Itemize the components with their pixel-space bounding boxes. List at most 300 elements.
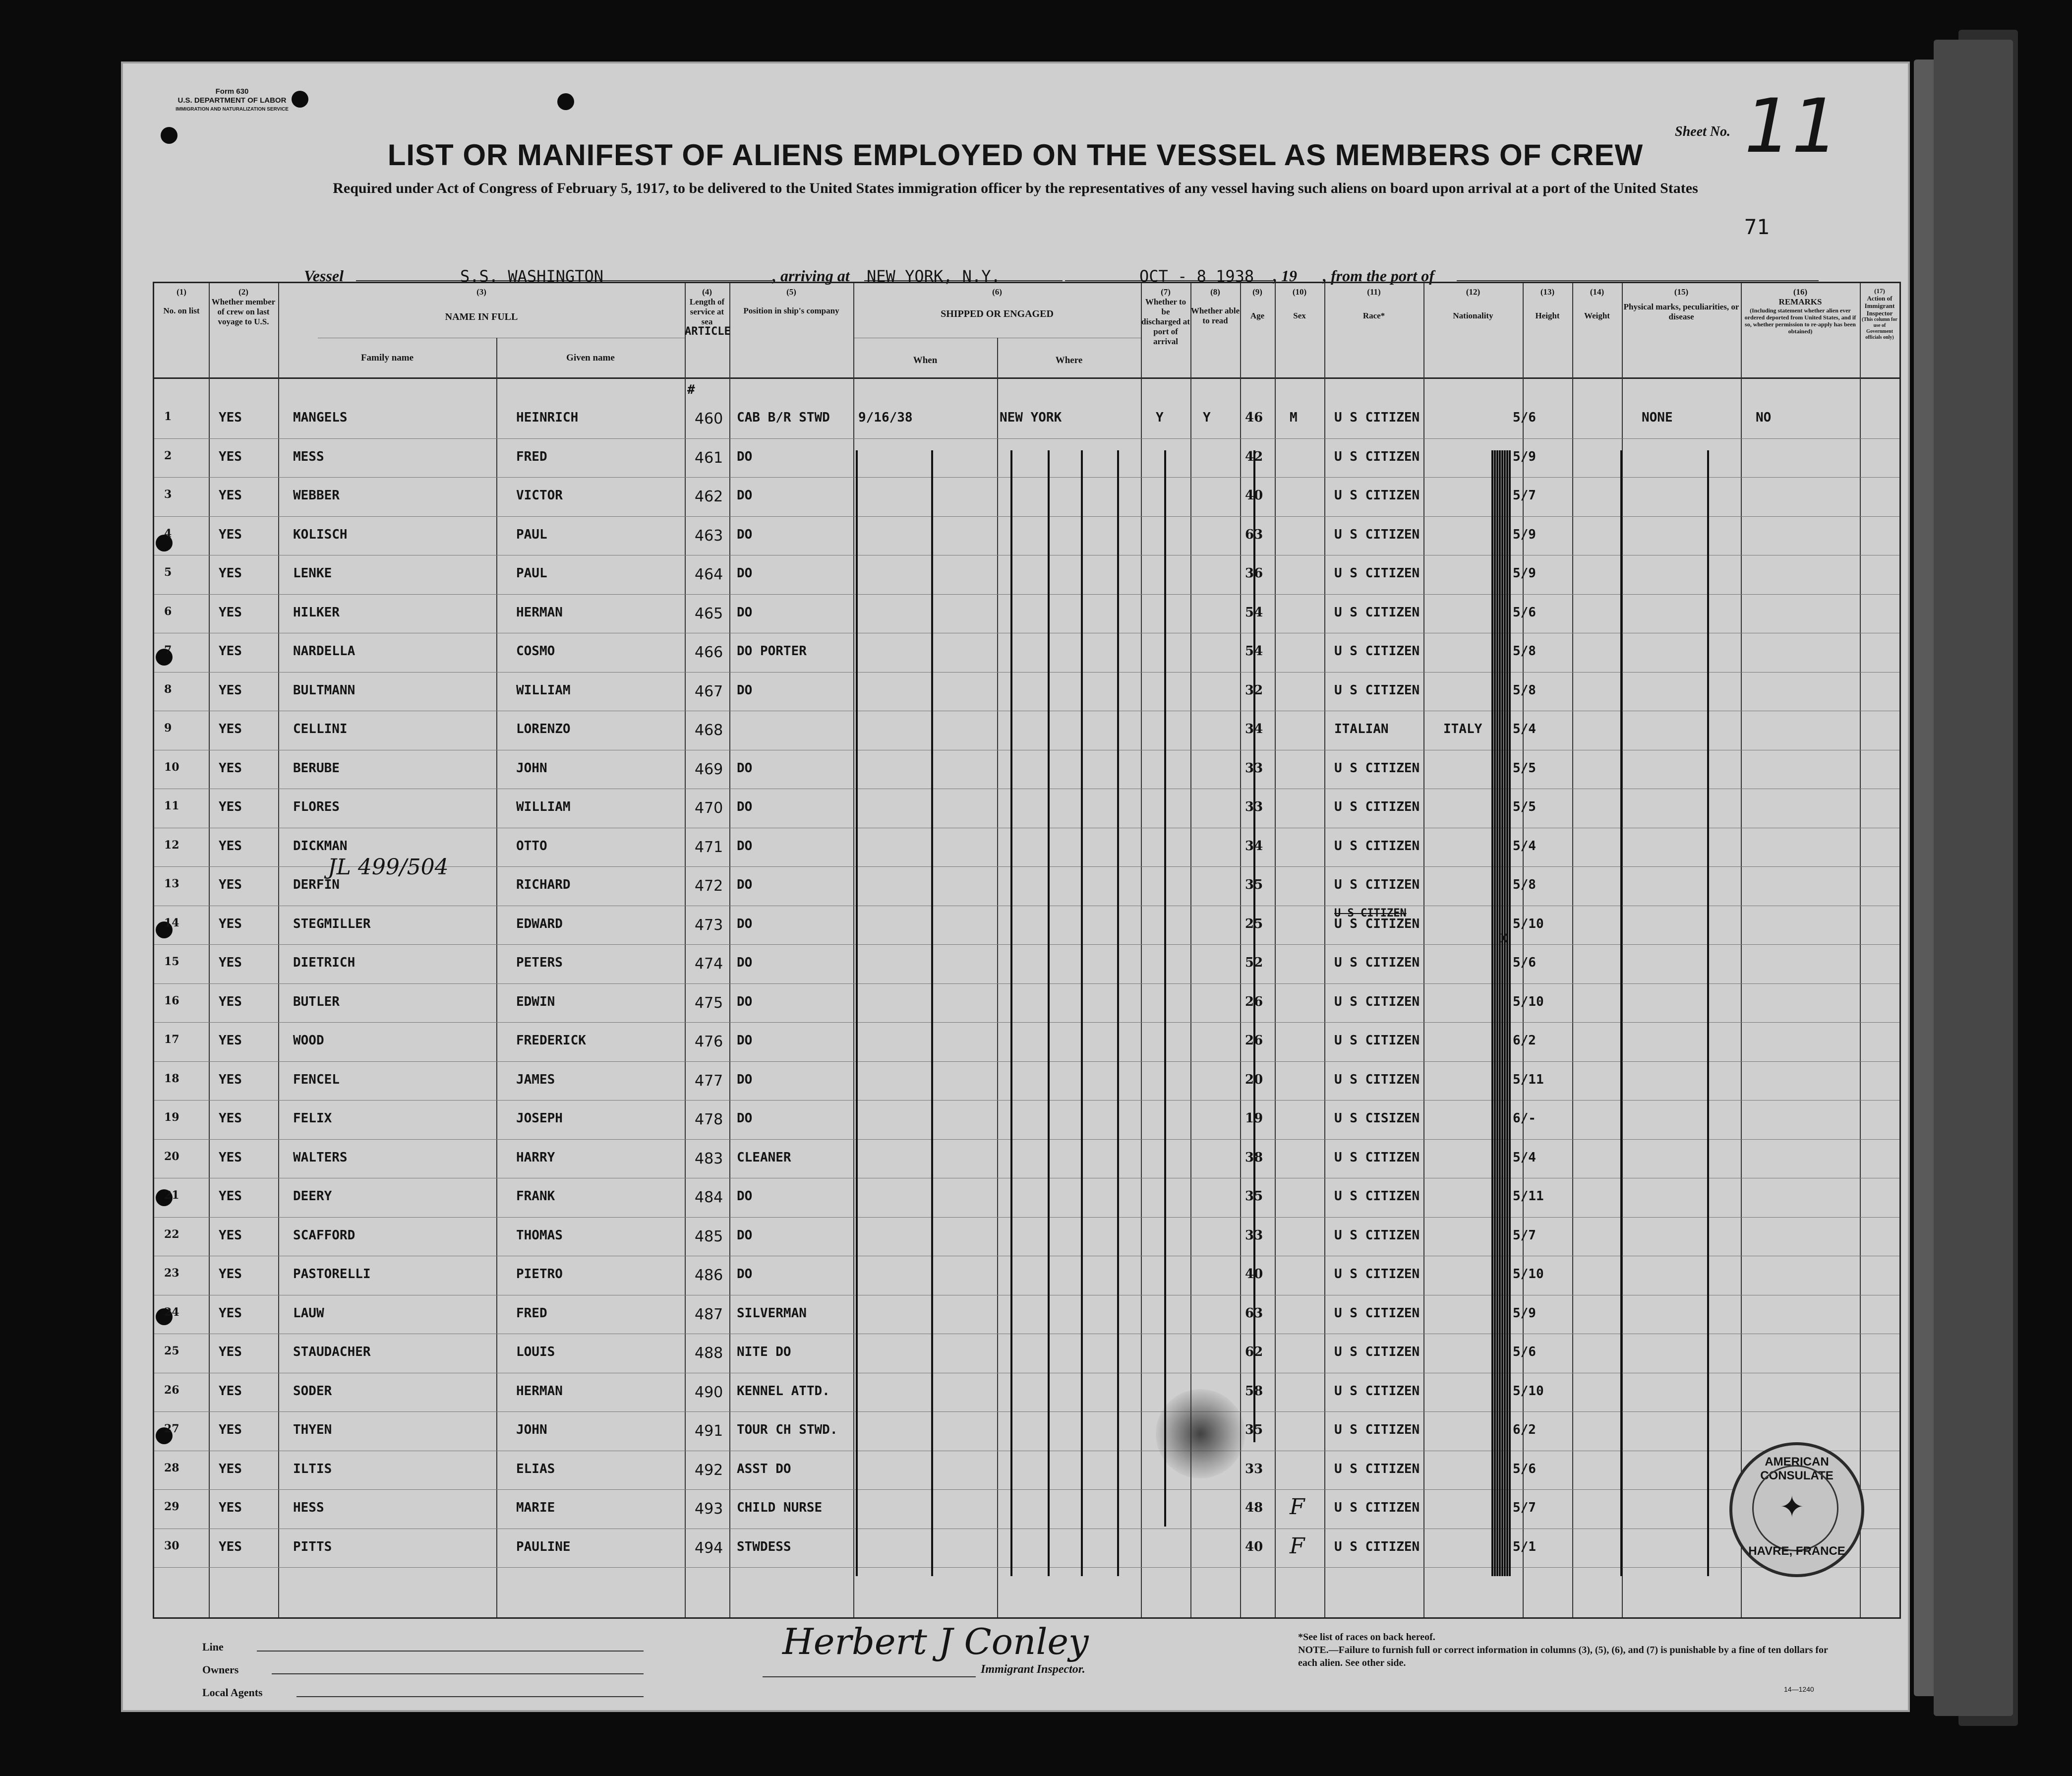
pen-stroke	[1496, 450, 1498, 1576]
cell-crew-last-voyage: YES	[219, 994, 242, 1009]
cell-age: 35	[1245, 1422, 1263, 1437]
cell-service-length: 476	[695, 1033, 723, 1050]
cell-remarks: NO	[1756, 410, 1772, 425]
cell-race: U S CITIZEN	[1334, 838, 1420, 854]
pen-stroke	[1117, 450, 1119, 1576]
header-nationality: (12) Nationality	[1453, 287, 1493, 320]
header-name: (3) NAME IN FULL	[445, 287, 518, 322]
cell-given-name: FRANK	[516, 1189, 555, 1204]
row-rule	[154, 1217, 1899, 1218]
cell-position: STWDESS	[737, 1539, 791, 1554]
pen-stroke	[1164, 450, 1166, 1527]
cell-race: U S CITIZEN	[1334, 566, 1420, 581]
header-where: Where	[1055, 355, 1083, 366]
cell-given-name: EDWARD	[516, 916, 563, 931]
cell-crew-last-voyage: YES	[219, 1461, 242, 1476]
cell-position: DO	[737, 449, 753, 464]
cell-given-name: LORENZO	[516, 722, 571, 736]
cell-physical-marks: NONE	[1642, 410, 1673, 425]
footer-note: *See list of races on back hereof. NOTE.—Failure to furnish full or correct information in columns (3), (5), (6), and (7) is punishable by a fine of ten dollars for each alien. See other side.	[1298, 1632, 1828, 1668]
cell-sex: M	[1290, 410, 1298, 425]
cell-position: TOUR CH STWD.	[737, 1422, 838, 1437]
cell-family-name: WALTERS	[293, 1150, 348, 1165]
cell-list-number: 23	[164, 1267, 179, 1280]
cell-age: 42	[1245, 449, 1263, 464]
pen-stroke	[1501, 450, 1503, 1576]
cell-given-name: HERMAN	[516, 605, 563, 620]
cell-height: 5/4	[1513, 722, 1536, 736]
cell-list-number: 4	[164, 527, 172, 540]
cell-age: 34	[1245, 838, 1263, 854]
cell-given-name: JOHN	[516, 1422, 547, 1437]
cell-race: U S CITIZEN	[1334, 1383, 1420, 1399]
cell-crew-last-voyage: YES	[219, 955, 242, 970]
pen-stroke	[1048, 450, 1050, 1576]
cell-given-name: COSMO	[516, 644, 555, 659]
cell-position: DO PORTER	[737, 644, 807, 659]
cell-discharged: Y	[1156, 410, 1164, 425]
cell-family-name: STAUDACHER	[293, 1345, 371, 1359]
cell-family-name: KOLISCH	[293, 527, 348, 542]
cell-family-name: SCAFFORD	[293, 1227, 355, 1243]
cell-position: DO	[737, 1189, 753, 1204]
cell-family-name: CELLINI	[293, 722, 348, 736]
cell-race: U S CISIZEN	[1334, 1111, 1420, 1126]
cell-family-name: FLORES	[293, 799, 340, 814]
cell-race: U S CITIZEN	[1334, 605, 1420, 620]
cell-given-name: FRED	[516, 1305, 547, 1321]
eagle-icon: ✦	[1779, 1491, 1805, 1524]
pen-stroke	[856, 450, 858, 1576]
cell-crew-last-voyage: YES	[219, 799, 242, 814]
cell-age: 40	[1245, 1539, 1263, 1554]
cell-race: U S CITIZEN	[1334, 449, 1420, 464]
cell-height: 6/2	[1513, 1033, 1536, 1048]
cell-height: 5/10	[1513, 916, 1544, 931]
cell-height: 5/5	[1513, 799, 1536, 814]
cell-race: U S CITIZEN	[1334, 1267, 1420, 1282]
cell-crew-last-voyage: YES	[219, 644, 242, 659]
cell-position: CHILD NURSE	[737, 1500, 823, 1515]
immigrant-inspector-label: Immigrant Inspector.	[981, 1663, 1085, 1676]
cell-position: DO	[737, 527, 753, 542]
cell-service-length: 465	[695, 605, 723, 622]
stamped-number: 71	[1744, 215, 1770, 239]
cell-position: DO	[737, 1072, 753, 1087]
header-family-name: Family name	[360, 353, 414, 363]
cell-crew-last-voyage: YES	[219, 1072, 242, 1087]
cell-given-name: PAUL	[516, 527, 547, 542]
header-race: (11) Race*	[1362, 287, 1385, 320]
header-position: (5) Position in ship's company	[743, 287, 839, 315]
cell-crew-last-voyage: YES	[219, 527, 242, 542]
page-subtitle: Required under Act of Congress of February 5, 1917, to be delivered to the United States immigration officer by the representatives of any vessel having such aliens on board upon arrival at a port of the United States	[333, 180, 1698, 196]
cell-list-number: 3	[164, 488, 172, 501]
cell-list-number: 20	[164, 1150, 179, 1163]
cell-family-name: HILKER	[293, 605, 340, 620]
cell-height: 5/8	[1513, 877, 1536, 892]
form-code: 14—1240	[1784, 1685, 1814, 1693]
cell-service-length: 466	[695, 644, 723, 661]
cell-age: 33	[1245, 1461, 1263, 1476]
cell-crew-last-voyage: YES	[219, 877, 242, 892]
cell-crew-last-voyage: YES	[219, 1539, 242, 1554]
cell-age: 63	[1245, 527, 1263, 542]
cell-height: 5/8	[1513, 682, 1536, 698]
cell-position: DO	[737, 760, 753, 776]
cell-age: 35	[1245, 877, 1263, 892]
row-rule	[154, 1411, 1899, 1412]
year-label: , 19	[1273, 267, 1297, 285]
cell-age: 35	[1245, 1189, 1263, 1204]
cell-position: SILVERMAN	[737, 1305, 807, 1321]
cell-list-number: 7	[164, 644, 172, 657]
cell-family-name: MANGELS	[293, 410, 348, 425]
cell-age: 40	[1245, 1267, 1263, 1282]
cell-position: DO	[737, 488, 753, 503]
cell-list-number: 21	[164, 1189, 179, 1202]
cell-list-number: 13	[164, 877, 179, 890]
row-rule	[154, 438, 1899, 439]
cell-height: 5/10	[1513, 1267, 1544, 1282]
cell-family-name: BERUBE	[293, 760, 340, 776]
cell-service-length: 483	[695, 1150, 723, 1167]
manifest-sheet	[123, 63, 1908, 1710]
cell-list-number: 10	[164, 760, 179, 774]
header-crew-last-voyage: (2) Whether member of crew on last voyage to U.S.	[211, 287, 276, 326]
cell-crew-last-voyage: YES	[219, 1422, 242, 1437]
cell-race: ITALIAN	[1334, 722, 1389, 736]
cell-age: 52	[1245, 955, 1263, 970]
from-port-label: , from the port of	[1323, 267, 1434, 285]
cell-family-name: NARDELLA	[293, 644, 355, 659]
header-weight: (14) Weight	[1584, 287, 1610, 320]
cell-race: U S CITIZEN	[1334, 682, 1420, 698]
cell-crew-last-voyage: YES	[219, 1227, 242, 1243]
cell-crew-last-voyage: YES	[219, 410, 242, 425]
cell-given-name: MARIE	[516, 1500, 555, 1515]
cell-given-name: PIETRO	[516, 1267, 563, 1282]
cell-height: 5/1	[1513, 1539, 1536, 1554]
cell-list-number: 14	[164, 916, 179, 929]
punch-hole	[557, 93, 574, 110]
row-rule	[154, 594, 1899, 595]
row-rule	[154, 944, 1899, 945]
header-shipped-engaged: (6) SHIPPED OR ENGAGED	[941, 287, 1054, 319]
cell-family-name: LAUW	[293, 1305, 324, 1321]
pen-stroke	[1081, 450, 1083, 1576]
cell-given-name: OTTO	[516, 838, 547, 854]
row-rule	[154, 672, 1899, 673]
cell-age: 40	[1245, 488, 1263, 503]
cell-age: 34	[1245, 722, 1263, 736]
cell-crew-last-voyage: YES	[219, 566, 242, 581]
cell-family-name: BULTMANN	[293, 682, 355, 698]
cell-family-name: DEERY	[293, 1189, 332, 1204]
vessel-name: S.S. WASHINGTON	[460, 267, 603, 286]
header-list-no: (1) No. on list	[163, 287, 200, 315]
cell-able-to-read: Y	[1203, 410, 1211, 425]
cell-crew-last-voyage: YES	[219, 722, 242, 736]
cell-height: 6/-	[1513, 1111, 1536, 1126]
cell-position: DO	[737, 566, 753, 581]
cell-list-number: 15	[164, 955, 179, 968]
cell-crew-last-voyage: YES	[219, 1383, 242, 1399]
cell-height: 5/11	[1513, 1189, 1544, 1204]
row-rule	[154, 1061, 1899, 1062]
cell-position: DO	[737, 994, 753, 1009]
cell-service-length: 467	[695, 682, 723, 700]
cell-crew-last-voyage: YES	[219, 1033, 242, 1048]
pen-stroke	[1504, 450, 1506, 1576]
cell-height: 5/9	[1513, 1305, 1536, 1321]
cell-service-length: 470	[695, 799, 723, 817]
cell-given-name: JAMES	[516, 1072, 555, 1087]
cell-given-name: RICHARD	[516, 877, 571, 892]
cell-height: 6/2	[1513, 1422, 1536, 1437]
cell-age: 36	[1245, 566, 1263, 581]
cell-position: DO	[737, 916, 753, 931]
cell-height: 5/8	[1513, 644, 1536, 659]
line-label: Line	[202, 1641, 224, 1653]
cell-family-name: HESS	[293, 1500, 324, 1515]
cell-service-length: 488	[695, 1345, 723, 1362]
cell-crew-last-voyage: YES	[219, 605, 242, 620]
cell-given-name: JOSEPH	[516, 1111, 563, 1126]
cell-service-length: 492	[695, 1461, 723, 1479]
cell-height: 5/6	[1513, 1345, 1536, 1359]
owners-label: Owners	[202, 1663, 239, 1676]
pen-stroke	[1253, 450, 1255, 1442]
cell-given-name: PAUL	[516, 566, 547, 581]
cell-list-number: 8	[164, 682, 172, 696]
cell-age: 48	[1245, 1500, 1263, 1515]
cell-family-name: THYEN	[293, 1422, 332, 1437]
cell-service-length: 475	[695, 994, 723, 1012]
cell-height: 5/6	[1513, 955, 1536, 970]
cell-crew-last-voyage: YES	[219, 449, 242, 464]
cell-service-length: 486	[695, 1267, 723, 1284]
cell-position: DO	[737, 799, 753, 814]
row-rule	[154, 477, 1899, 478]
header-able-read: (8) Whether able to read	[1190, 287, 1240, 325]
cell-age: 38	[1245, 1150, 1263, 1165]
cell-position: DO	[737, 877, 753, 892]
cell-family-name: FELIX	[293, 1111, 332, 1126]
cell-height: 5/4	[1513, 1150, 1536, 1165]
cell-crew-last-voyage: YES	[219, 1345, 242, 1359]
row-rule	[154, 1489, 1899, 1490]
cell-service-length: 477	[695, 1072, 723, 1090]
row-rule	[154, 983, 1899, 984]
row-rule	[154, 1567, 1899, 1568]
cell-given-name: WILLIAM	[516, 799, 571, 814]
cell-race: U S CITIZEN	[1334, 1345, 1420, 1359]
height-prefix: X	[1500, 931, 1508, 945]
header-given-name: Given name	[566, 353, 615, 363]
cell-given-name: EDWIN	[516, 994, 555, 1009]
cell-race: U S CITIZEN	[1334, 1500, 1420, 1515]
crew-manifest-table	[153, 282, 1901, 1619]
cell-list-number: 30	[164, 1539, 179, 1552]
cell-race: U S CITIZEN	[1334, 1539, 1420, 1554]
cell-service-length: 460	[695, 410, 723, 428]
cell-crew-last-voyage: YES	[219, 838, 242, 854]
cell-position: DO	[737, 955, 753, 970]
cell-race: U S CITIZEN	[1334, 955, 1420, 970]
cell-race: U S CITIZEN	[1334, 1150, 1420, 1165]
cell-service-length: 493	[695, 1500, 723, 1518]
cell-service-length: 469	[695, 760, 723, 778]
cell-height: 5/7	[1513, 488, 1536, 503]
cell-race: U S CITIZEN	[1334, 1033, 1420, 1048]
cell-given-name: FREDERICK	[516, 1033, 586, 1048]
cell-height: 5/6	[1513, 605, 1536, 620]
form-identifier: Form 630 U.S. DEPARTMENT OF LABOR IMMIGRATION AND NATURALIZATION SERVICE	[176, 87, 289, 112]
pen-stroke	[931, 450, 933, 1576]
cell-given-name: VICTOR	[516, 488, 563, 503]
cell-given-name: PAULINE	[516, 1539, 571, 1554]
cell-service-length: 473	[695, 916, 723, 934]
cell-service-length: 490	[695, 1383, 723, 1401]
cell-position: CLEANER	[737, 1150, 791, 1165]
cell-crew-last-voyage: YES	[219, 488, 242, 503]
cell-list-number: 24	[164, 1305, 179, 1319]
cell-height: 5/9	[1513, 449, 1536, 464]
cell-crew-last-voyage: YES	[219, 682, 242, 698]
cell-family-name: DERFIN	[293, 877, 340, 892]
cell-family-name: PITTS	[293, 1539, 332, 1554]
cell-family-name: DIETRICH	[293, 955, 355, 970]
cell-height: 5/5	[1513, 760, 1536, 776]
cell-list-number: 16	[164, 994, 179, 1007]
cell-service-length: 491	[695, 1422, 723, 1440]
sheet-number-label: Sheet No.	[1675, 124, 1730, 139]
cell-position: ASST DO	[737, 1461, 791, 1476]
cell-position: CAB B/R STWD	[737, 410, 830, 425]
cell-race: U S CITIZEN	[1334, 1072, 1420, 1087]
cell-position: NITE DO	[737, 1345, 791, 1359]
cell-race: U S CITIZEN	[1334, 488, 1420, 503]
cell-service-length: 487	[695, 1305, 723, 1323]
cell-given-name: HARRY	[516, 1150, 555, 1165]
cell-list-number: 11	[164, 799, 179, 812]
header-remarks: (16) REMARKS (Including statement whether alien ever ordered deported from United States, and if so, whether permission to re-apply has been obtained)	[1744, 287, 1856, 335]
pen-stroke	[1010, 450, 1012, 1576]
cell-family-name: WEBBER	[293, 488, 340, 503]
cell-list-number: 19	[164, 1111, 179, 1124]
cell-list-number: 29	[164, 1500, 179, 1513]
cell-position: DO	[737, 1267, 753, 1282]
cell-race: U S CITIZEN	[1334, 1461, 1420, 1476]
cell-service-length: 474	[695, 955, 723, 973]
cell-race: U S CITIZEN	[1334, 1422, 1420, 1437]
cell-service-length: 461	[695, 449, 723, 467]
arriving-label: , arriving at	[772, 267, 850, 285]
cell-list-number: 28	[164, 1461, 179, 1474]
cell-race: U S CITIZEN	[1334, 760, 1420, 776]
pen-stroke	[1620, 450, 1622, 1576]
cell-list-number: 26	[164, 1383, 179, 1397]
cell-family-name: STEGMILLER	[293, 916, 371, 931]
pen-stroke	[1491, 450, 1493, 1576]
cell-list-number: 9	[164, 722, 172, 735]
row-rule	[154, 1139, 1899, 1140]
cell-shipped-when: 9/16/38	[858, 410, 913, 425]
cell-position: DO	[737, 682, 753, 698]
header-sex: (10) Sex	[1292, 287, 1307, 320]
cell-crew-last-voyage: YES	[219, 1267, 242, 1282]
cell-height: 5/7	[1513, 1227, 1536, 1243]
cell-sex: F	[1290, 1533, 1305, 1559]
cell-service-length: 464	[695, 566, 723, 583]
cell-service-length: 494	[695, 1539, 723, 1557]
cell-age: 20	[1245, 1072, 1263, 1087]
cell-family-name: LENKE	[293, 566, 332, 581]
header-length-service: (4) Length of service at sea ARTICLE	[685, 287, 731, 338]
cell-race: U S CITIZEN	[1334, 799, 1420, 814]
cell-family-name: FENCEL	[293, 1072, 340, 1087]
cell-crew-last-voyage: YES	[219, 1305, 242, 1321]
pen-stroke	[1506, 450, 1508, 1576]
cell-race: U S CITIZEN	[1334, 916, 1420, 931]
cell-list-number: 22	[164, 1227, 179, 1241]
cell-given-name: JOHN	[516, 760, 547, 776]
cell-age: 25	[1245, 916, 1263, 931]
cell-given-name: WILLIAM	[516, 682, 571, 698]
cell-list-number: 2	[164, 449, 172, 462]
cell-height: 5/9	[1513, 527, 1536, 542]
cell-age: 46	[1245, 410, 1263, 425]
header-physical-marks: (15) Physical marks, peculiarities, or disease	[1623, 287, 1739, 321]
cell-position: DO	[737, 1227, 753, 1243]
header-age: (9) Age	[1250, 287, 1265, 320]
cell-given-name: THOMAS	[516, 1227, 563, 1243]
cell-race: U S CITIZEN	[1334, 410, 1420, 425]
page-title: LIST OR MANIFEST OF ALIENS EMPLOYED ON THE VESSEL AS MEMBERS OF CREW	[387, 138, 1644, 172]
handwritten-annotation: JL 499/504	[328, 855, 449, 880]
cell-race: U S CITIZEN	[1334, 1227, 1420, 1243]
row-rule	[154, 1022, 1899, 1023]
cell-list-number: 5	[164, 566, 172, 579]
cell-height: 5/6	[1513, 410, 1536, 425]
cell-race: U S CITIZEN	[1334, 644, 1420, 659]
cell-family-name: PASTORELLI	[293, 1267, 371, 1282]
consulate-stamp: AMERICAN CONSULATE ✦ HAVRE, FRANCE	[1729, 1442, 1864, 1577]
cell-given-name: FRED	[516, 449, 547, 464]
arrival-port: NEW YORK, N.Y.	[867, 267, 1001, 286]
cell-position: DO	[737, 1033, 753, 1048]
cell-service-length: 472	[695, 877, 723, 895]
cell-crew-last-voyage: YES	[219, 760, 242, 776]
cell-list-number: 25	[164, 1345, 179, 1357]
cell-family-name: MESS	[293, 449, 324, 464]
cell-age: 58	[1245, 1383, 1263, 1399]
cell-family-name: BUTLER	[293, 994, 340, 1009]
header-height: (13) Height	[1535, 287, 1560, 320]
cell-crew-last-voyage: YES	[219, 1500, 242, 1515]
cell-family-name: ILTIS	[293, 1461, 332, 1476]
cell-sex: F	[1290, 1494, 1305, 1520]
cell-age: 19	[1245, 1111, 1263, 1126]
vessel-label: Vessel	[304, 267, 344, 285]
cell-nationality: ITALY	[1443, 722, 1482, 736]
cell-family-name: SODER	[293, 1383, 332, 1399]
cell-height: 5/7	[1513, 1500, 1536, 1515]
header-inspector-action: (17) Action of Immigrant Inspector (This column for use of Government officials only)	[1862, 287, 1897, 340]
cell-given-name: HEINRICH	[516, 410, 579, 425]
cell-list-number: 6	[164, 605, 172, 618]
